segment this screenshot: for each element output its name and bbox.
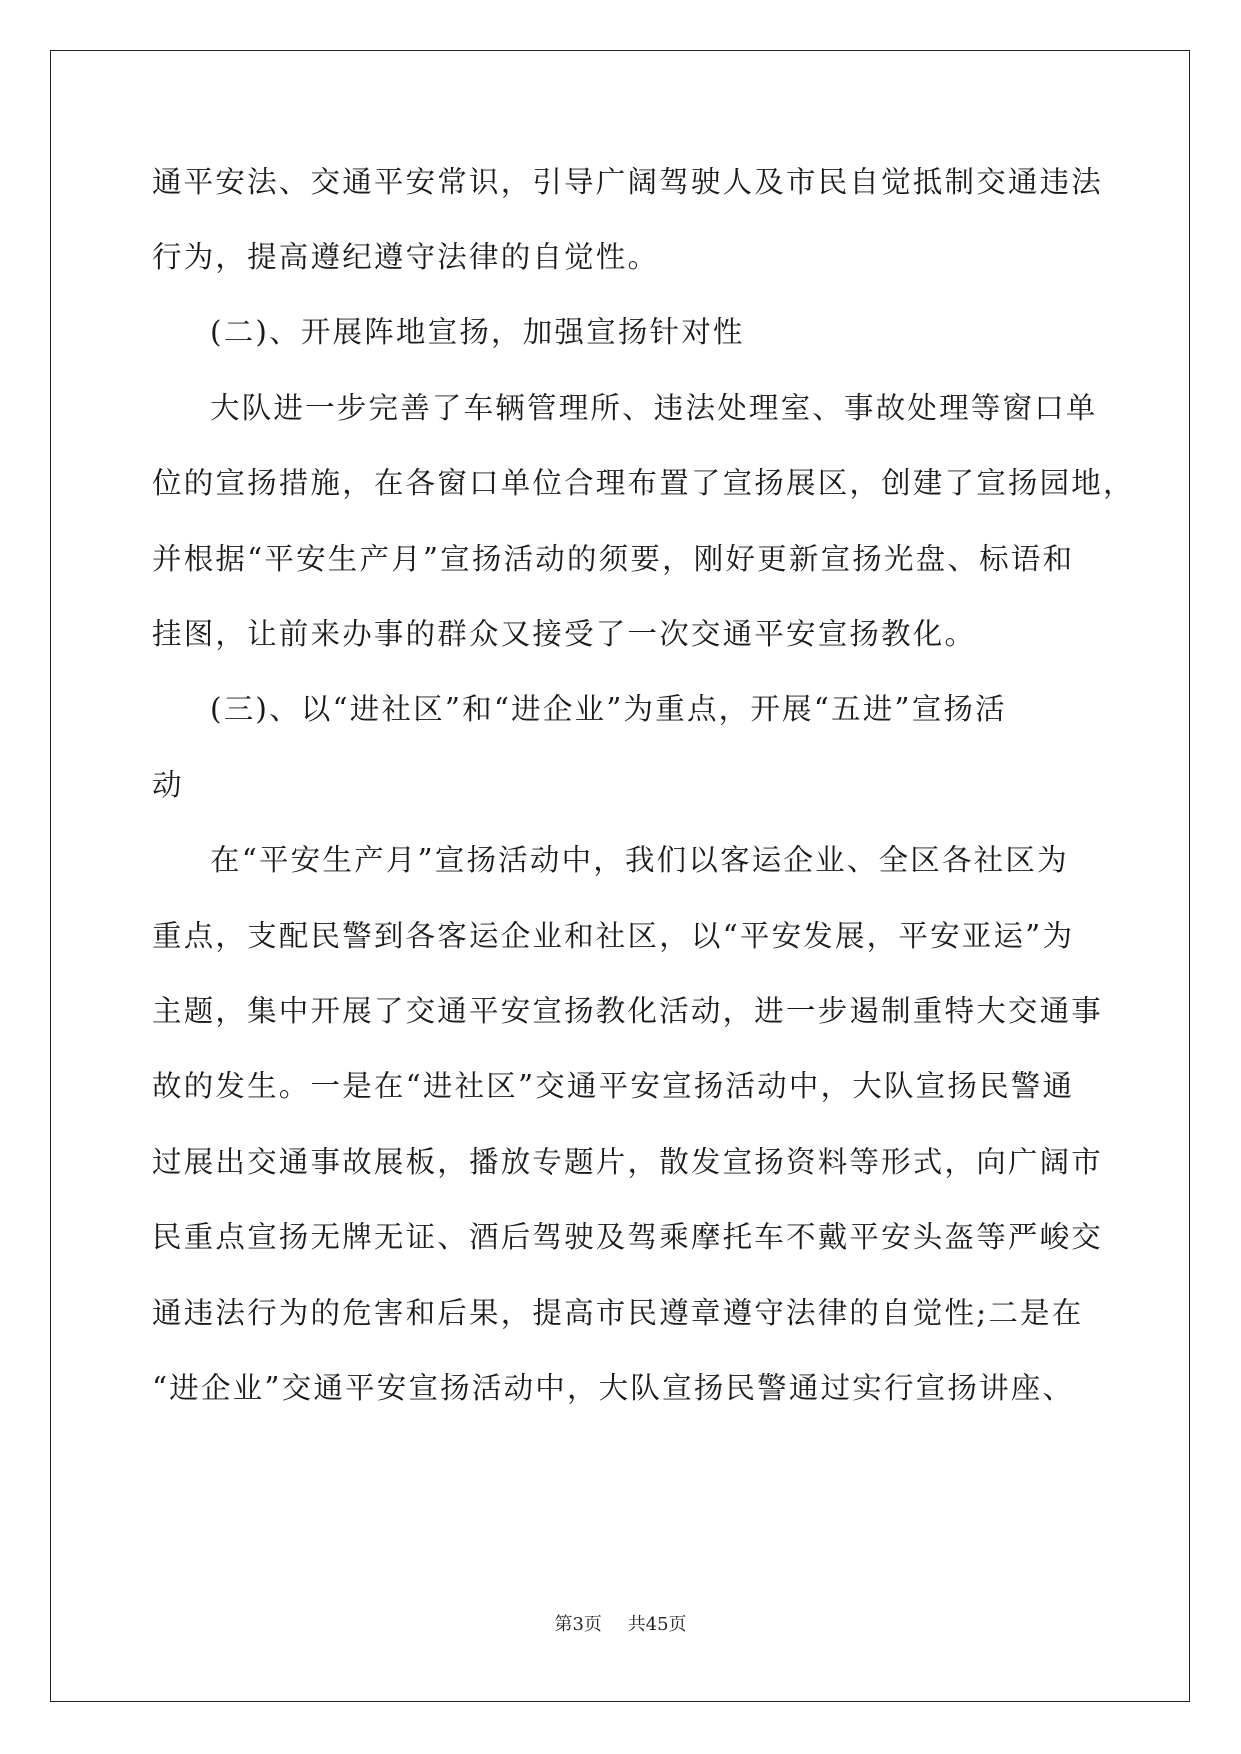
text-line: 故的发生。一是在“进社区”交通平安宣扬活动中，大队宣扬民警通 bbox=[152, 1069, 1075, 1103]
page-footer bbox=[0, 1610, 1241, 1636]
text-line: 通违法行为的危害和后果，提高市民遵章遵守法律的自觉性;二是在 bbox=[152, 1296, 1084, 1330]
text-line: 重点，支配民警到各客运企业和社区，以“平安发展，平安亚运”为 bbox=[152, 919, 1075, 953]
text-line: 行为，提高遵纪遵守法律的自觉性。 bbox=[152, 240, 660, 274]
text-line: 过展出交通事故展板，播放专题片，散发宣扬资料等形式，向广阔市 bbox=[152, 1145, 1104, 1179]
page-number: 第3页 bbox=[554, 1614, 602, 1635]
section-heading: (三)、以“进社区”和“进企业”为重点，开展“五进”宣扬活 bbox=[210, 692, 1007, 726]
section-heading: (二)、开展阵地宣扬，加强宣扬针对性 bbox=[210, 315, 745, 349]
text-line: 主题，集中开展了交通平安宣扬教化活动，进一步遏制重特大交通事 bbox=[152, 994, 1104, 1028]
section-heading-cont: 动 bbox=[152, 768, 184, 802]
page-total: 共45页 bbox=[627, 1614, 687, 1635]
text-line: 通平安法、交通平安常识，引导广阔驾驶人及市民自觉抵制交通违法 bbox=[152, 165, 1104, 199]
text-line: 并根据“平安生产月”宣扬活动的须要，刚好更新宣扬光盘、标语和 bbox=[152, 542, 1075, 576]
text-line: “进企业”交通平安宣扬活动中，大队宣扬民警通过实行宣扬讲座、 bbox=[152, 1371, 1075, 1405]
text-line: 大队进一步完善了车辆管理所、违法处理室、事故处理等窗口单 bbox=[210, 391, 1098, 425]
text-line: 民重点宣扬无牌无证、酒后驾驶及驾乘摩托车不戴平安头盔等严峻交 bbox=[152, 1220, 1104, 1254]
text-line: 挂图，让前来办事的群众又接受了一次交通平安宣扬教化。 bbox=[152, 617, 977, 651]
text-line: 位的宣扬措施，在各窗口单位合理布置了宣扬展区，创建了宣扬园地， bbox=[152, 466, 1135, 500]
text-line: 在“平安生产月”宣扬活动中，我们以客运企业、全区各社区为 bbox=[210, 843, 1069, 877]
